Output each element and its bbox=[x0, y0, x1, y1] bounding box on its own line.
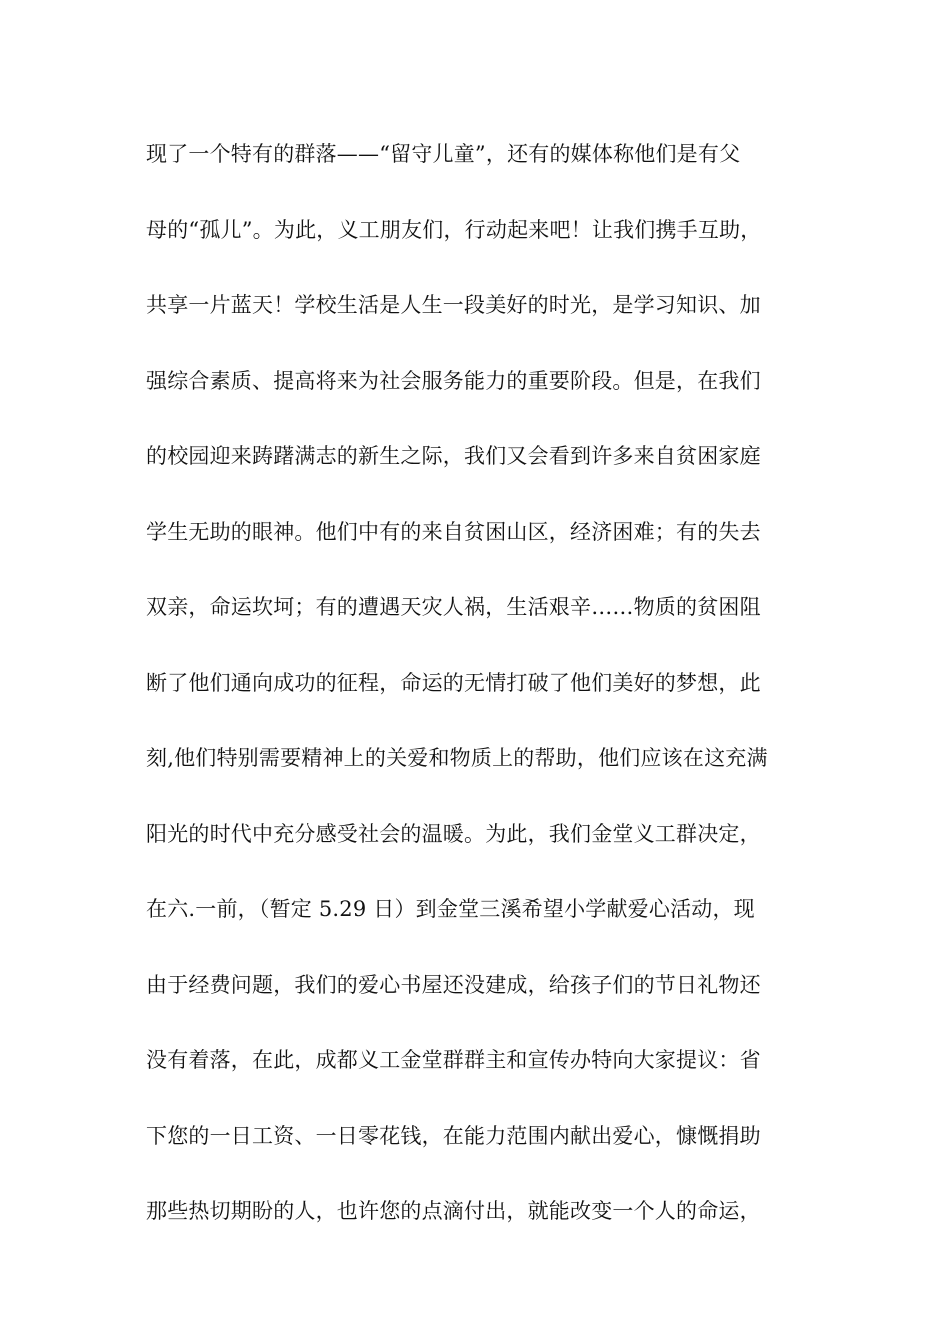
text-line: 现了一个特有的群落——“留守儿童”，还有的媒体称他们是有父 bbox=[146, 142, 741, 166]
text-line: 由于经费问题，我们的爱心书屋还没建成，给孩子们的节日礼物还 bbox=[146, 972, 761, 997]
text-line: 刻,他们特别需要精神上的关爱和物质上的帮助，他们应该在这充满 bbox=[146, 746, 768, 770]
text-line: 没有着落，在此，成都义工金堂群群主和宣传办特向大家提议：省 bbox=[146, 1048, 761, 1072]
text-line: 下您的一日工资、一日零花钱，在能力范围内献出爱心，慷慨捐助 bbox=[146, 1123, 761, 1148]
text-line: 的校园迎来踌躇满志的新生之际，我们又会看到许多来自贫困家庭 bbox=[146, 444, 761, 468]
text-line: 那些热切期盼的人，也许您的点滴付出，就能改变一个人的命运， bbox=[146, 1199, 761, 1223]
text-line: 共享一片蓝天！学校生活是人生一段美好的时光，是学习知识、加 bbox=[146, 293, 761, 317]
text-line: 在六.一前，（暂定 5.29 日）到金堂三溪希望小学献爱心活动，现 bbox=[146, 897, 755, 921]
text-line: 双亲，命运坎坷；有的遭遇天灾人祸，生活艰辛……物质的贫困阻 bbox=[146, 595, 761, 619]
text-line: 断了他们通向成功的征程，命运的无情打破了他们美好的梦想，此 bbox=[146, 670, 761, 695]
text-line: 强综合素质、提高将来为社会服务能力的重要阶段。但是，在我们 bbox=[146, 368, 761, 393]
text-line: 母的“孤儿”。为此，义工朋友们，行动起来吧！让我们携手互助， bbox=[146, 217, 762, 242]
body-text bbox=[146, 132, 816, 1265]
text-line: 学生无助的眼神。他们中有的来自贫困山区，经济困难；有的失去 bbox=[146, 519, 761, 544]
text-line: 阳光的时代中充分感受社会的温暖。为此，我们金堂义工群决定， bbox=[146, 821, 761, 846]
